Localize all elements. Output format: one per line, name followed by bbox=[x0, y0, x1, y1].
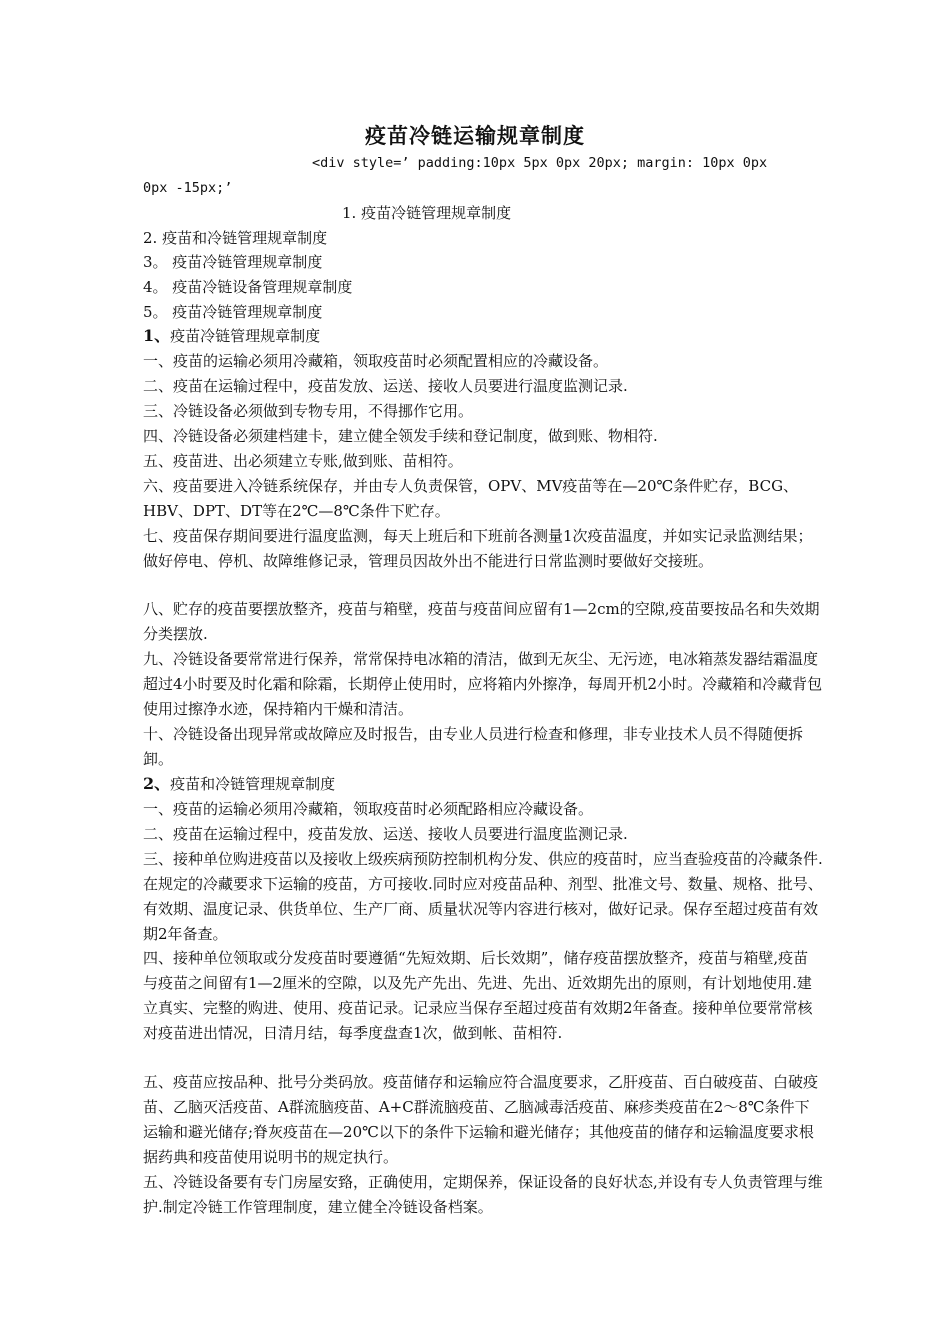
section-1-number: 1、 bbox=[143, 326, 171, 345]
section-1-item-6: 六、疫苗要进入冷链系统保存，并由专人负责保管，OPV、MV疫苗等在—20℃条件贮存，BCG、HBV、DPT、DT等在2℃—8℃条件下贮存。 bbox=[143, 477, 799, 520]
code-text-line-2: 0px -15px;’ bbox=[143, 180, 233, 196]
toc-item-2: 2. 疫苗和冷链管理规章制度 bbox=[143, 229, 328, 247]
section-1-item-5: 五、疫苗进、出必须建立专账,做到账、苗相符。 bbox=[143, 452, 463, 470]
toc-item-5: 5。 疫苗冷链管理规章制度 bbox=[143, 303, 323, 321]
section-1-item-9: 九、冷链设备要常常进行保养，常常保持电冰箱的清洁，做到无灰尘、无污迹，电冰箱蒸发器结霜温度超过4小时要及时化霜和除霜，长期停止使用时，应将箱内外擦净，每周开机2小时。冷藏箱和冷藏背包使用过擦净水迹，保持箱内干燥和清洁。 bbox=[143, 650, 823, 718]
section-1-heading bbox=[143, 324, 320, 348]
section-1-item-2: 二、疫苗在运输过程中，疫苗发放、运送、接收人员要进行温度监测记录. bbox=[143, 377, 628, 395]
section-2-item-5: 五、疫苗应按品种、批号分类码放。疫苗储存和运输应符合温度要求，乙肝疫苗、百白破疫苗、白破疫苗、乙脑灭活疫苗、A群流脑疫苗、A+C群流脑疫苗、乙脑减毒活疫苗、麻疹类疫苗在2～8℃条件下运输和避光储存;脊灰疫苗在—20℃以下的条件下运输和避光储存；其他疫苗的储存和运输温度要求根据药典和疫苗使用说明书的规定执行。 bbox=[143, 1073, 819, 1166]
section-2-title: 疫苗和冷链管理规章制度 bbox=[170, 775, 336, 793]
section-2-number: 2、 bbox=[143, 774, 171, 793]
section-1-item-7: 七、疫苗保存期间要进行温度监测，每天上班后和下班前各测量1次疫苗温度，并如实记录监测结果；做好停电、停机、故障维修记录，管理员因故外出不能进行日常监测时要做好交接班。 bbox=[143, 527, 813, 570]
section-2-item-4: 四、接种单位领取或分发疫苗时要遵循“先短效期、后长效期”，储存疫苗摆放整齐，疫苗与箱壁,疫苗与疫苗之间留有1—2厘米的空隙，以及先产先出、先进、先出、近效期先出的原则，有计划地使用.建立真实、完整的购进、使用、疫苗记录。记录应当保存至超过疫苗有效期2年备查。接种单位要常常核对疫苗进出情况，日清月结，每季度盘查1次，做到帐、苗相符. bbox=[143, 949, 813, 1042]
section-2-item-6: 五、冷链设备要有专门房屋安臵，正确使用，定期保养，保证设备的良好状态,并设有专人负责管理与维护.制定冷链工作管理制度，建立健全冷链设备档案。 bbox=[143, 1173, 823, 1216]
section-1-item-8: 八、贮存的疫苗要摆放整齐，疫苗与箱壁，疫苗与疫苗间应留有1—2cm的空隙,疫苗要按品名和失效期分类摆放. bbox=[143, 600, 820, 643]
section-1-item-4: 四、冷链设备必须建档建卡，建立健全领发手续和登记制度，做到账、物相符. bbox=[143, 427, 658, 445]
document-title: 疫苗冷链运输规章制度 bbox=[365, 123, 585, 148]
toc-item-4: 4。 疫苗冷链设备管理规章制度 bbox=[143, 278, 353, 296]
section-1-item-10: 十、冷链设备出现异常或故障应及时报告，由专业人员进行检查和修理，非专业技术人员不得随便拆卸。 bbox=[143, 725, 804, 768]
section-2-item-1: 一、疫苗的运输必须用冷藏箱，领取疫苗时必须配路相应冷藏设备。 bbox=[143, 800, 594, 818]
section-1-item-1: 一、疫苗的运输必须用冷藏箱，领取疫苗时必须配置相应的冷藏设备。 bbox=[143, 352, 609, 370]
section-2-heading bbox=[143, 772, 335, 796]
toc-item-1: 1. 疫苗冷链管理规章制度 bbox=[342, 204, 512, 222]
toc-item-3: 3。 疫苗冷链管理规章制度 bbox=[143, 253, 323, 271]
code-text-line-1: <div style=’ padding:10px 5px 0px 20px; margin: 10px 0px bbox=[312, 155, 768, 171]
section-2-item-3: 三、接种单位购进疫苗以及接收上级疾病预防控制机构分发、供应的疫苗时，应当查验疫苗的冷藏条件.在规定的冷藏要求下运输的疫苗，方可接收.同时应对疫苗品种、剂型、批准文号、数量、规格、批号、有效期、温度记录、供货单位、生产厂商、质量状况等内容进行核对，做好记录。保存至超过疫苗有效期2年备查。 bbox=[143, 850, 823, 943]
section-2-item-2: 二、疫苗在运输过程中，疫苗发放、运送、接收人员要进行温度监测记录. bbox=[143, 825, 628, 843]
section-1-item-3: 三、冷链设备必须做到专物专用，不得挪作它用。 bbox=[143, 402, 474, 420]
section-1-title: 疫苗冷链管理规章制度 bbox=[170, 327, 321, 345]
